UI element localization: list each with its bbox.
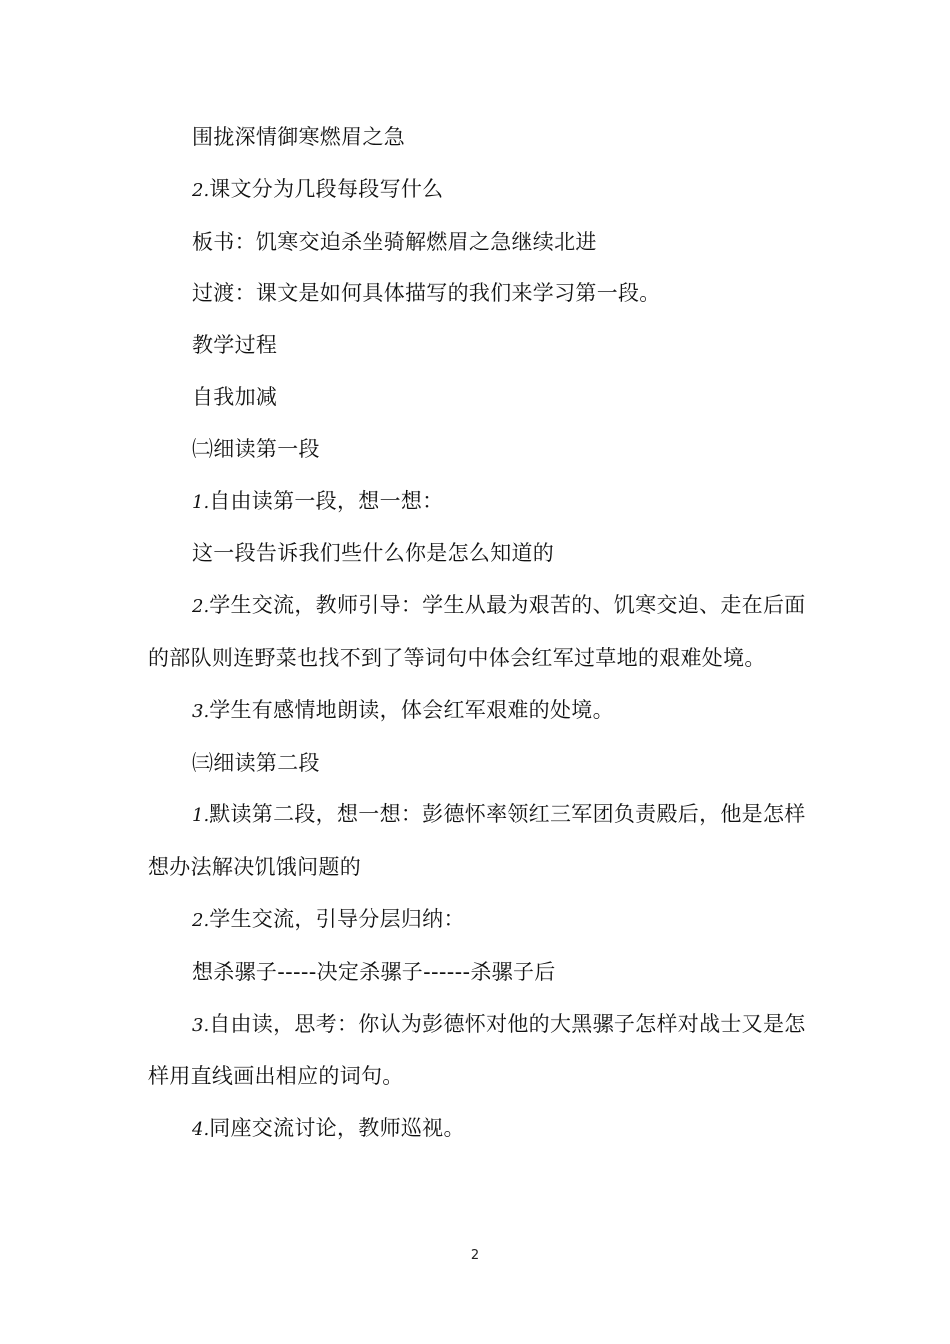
list-number: 1. <box>192 805 210 827</box>
paragraph-text: 教学过程 <box>192 333 278 358</box>
list-number: 2. <box>192 179 210 201</box>
paragraph-text: 学生交流，引导分层归纳： <box>209 906 465 931</box>
paragraph <box>148 268 808 320</box>
paragraph-text: 围拢深情御寒燃眉之急 <box>192 125 405 149</box>
paragraph-text: 自由读第一段，想一想： <box>209 488 444 513</box>
page-number: 2 <box>470 1248 480 1263</box>
paragraph-text: 学生有感情地朗读，体会红军艰难的处境。 <box>209 697 614 722</box>
paragraph <box>148 789 808 894</box>
paragraph-text: ㈢细读第二段 <box>192 750 320 775</box>
paragraph <box>148 580 808 685</box>
paragraph <box>148 894 808 947</box>
list-number: 2. <box>192 596 210 618</box>
paragraph-text: 自我加减 <box>192 384 278 409</box>
paragraph <box>148 164 808 217</box>
paragraph-text: 学生交流，教师引导：学生从最为艰苦的、饥寒交迫、走在后面的部队则连野菜也找不到了等词句中体会红军过草地的艰难处境。 <box>148 593 806 670</box>
paragraph <box>148 999 808 1104</box>
paragraph <box>148 528 808 580</box>
paragraph <box>148 1103 808 1156</box>
list-number: 4. <box>192 1119 210 1141</box>
section-heading <box>148 372 808 424</box>
paragraph <box>148 947 808 999</box>
paragraph <box>148 685 808 738</box>
paragraph-text: 这一段告诉我们些什么你是怎么知道的 <box>192 541 555 566</box>
paragraph <box>148 112 808 164</box>
list-number: 3. <box>192 1014 210 1036</box>
paragraph-text: 自由读，思考：你认为彭德怀对他的大黑骡子怎样对战士又是怎样用直线画出相应的词句。 <box>148 1011 806 1089</box>
paragraph-text: 板书：饥寒交迫杀坐骑解燃眉之急继续北进 <box>192 229 597 254</box>
list-number: 1. <box>192 491 210 513</box>
paragraph <box>148 476 808 529</box>
paragraph-text: 课文分为几段每段写什么 <box>209 176 444 201</box>
section-heading <box>148 738 808 790</box>
section-heading <box>148 424 808 476</box>
paragraph-text: ㈡细读第一段 <box>192 436 320 461</box>
document-body <box>148 112 808 1156</box>
list-number: 3. <box>192 700 210 722</box>
paragraph-text: 同座交流讨论，教师巡视。 <box>209 1116 465 1141</box>
list-number: 2. <box>192 909 210 931</box>
paragraph-text: 想杀骡子-----决定杀骡子------杀骡子后 <box>192 959 556 984</box>
paragraph <box>148 217 808 269</box>
paragraph-text: 默读第二段，想一想：彭德怀率领红三军团负责殿后，他是怎样想办法解决饥饿问题的 <box>148 802 806 880</box>
paragraph-text: 过渡：课文是如何具体描写的我们来学习第一段。 <box>192 281 661 306</box>
section-heading <box>148 320 808 372</box>
